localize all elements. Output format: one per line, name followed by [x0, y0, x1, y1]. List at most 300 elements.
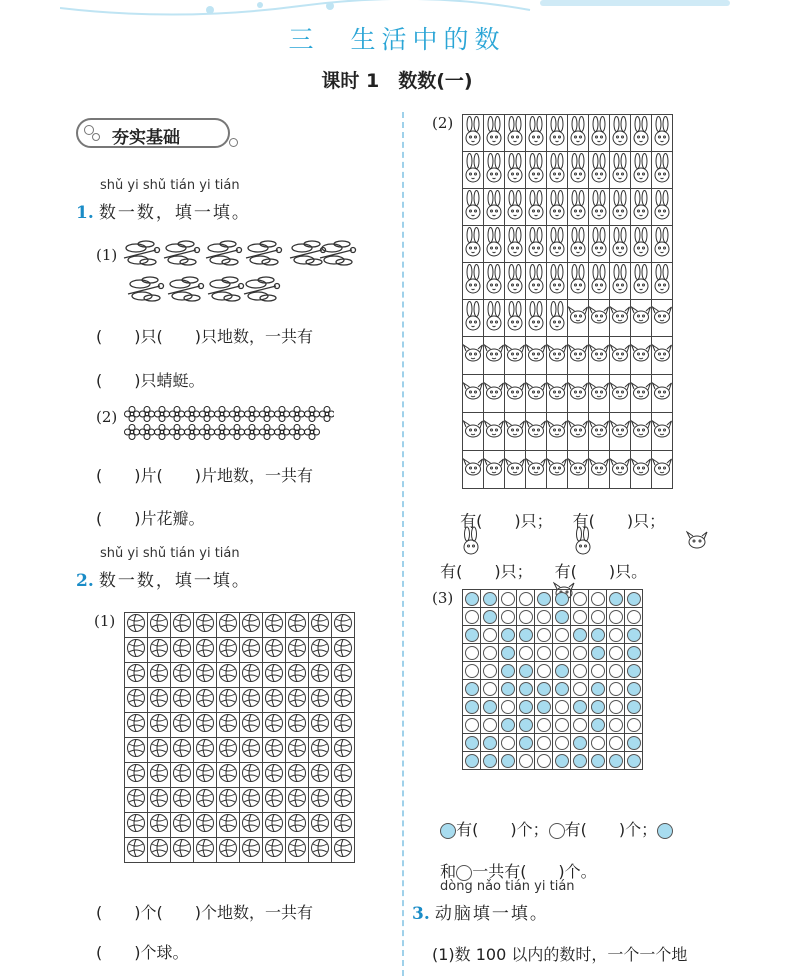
- empty-circle-icon: [555, 646, 569, 660]
- empty-circle-icon: [549, 823, 565, 839]
- q1-p1-line2: ( )只蜻蜓。: [96, 371, 205, 390]
- q2-p2-rabbit-text-b: 有( )只；: [572, 511, 666, 531]
- rabbit-icon: [505, 263, 526, 300]
- q2-pinyin: shǔ yi shǔ tián yi tián: [100, 546, 240, 561]
- dog-icon: [547, 337, 568, 375]
- rabbit-icon: [526, 189, 547, 226]
- dog-icon: [505, 337, 526, 375]
- empty-circle-cell: [535, 626, 553, 644]
- ball-icon: [240, 813, 263, 838]
- empty-circle-cell: [535, 716, 553, 734]
- q3-pinyin: dòng nǎo tián yi tián: [440, 879, 575, 894]
- rabbit-icon: [526, 152, 547, 189]
- empty-circle-icon: [573, 664, 587, 678]
- ball-icon: [332, 838, 355, 863]
- rabbit-icon: [610, 152, 631, 189]
- empty-circle-icon: [519, 646, 533, 660]
- dog-icon: [526, 337, 547, 375]
- filled-circle-icon: [591, 718, 605, 732]
- ball-icon: [194, 813, 217, 838]
- empty-circle-cell: [607, 608, 625, 626]
- ball-icon: [286, 688, 309, 713]
- dog-icon: [568, 337, 589, 375]
- filled-circle-cell: [481, 608, 499, 626]
- filled-circle-cell: [499, 752, 517, 770]
- dog-icon: [463, 375, 484, 413]
- ball-icon: [125, 838, 148, 863]
- dog-icon: [589, 337, 610, 375]
- ball-icon: [286, 813, 309, 838]
- rabbit-icon: [568, 226, 589, 263]
- q2-p1-line2: ( )个球。: [96, 943, 189, 962]
- empty-circle-cell: [571, 680, 589, 698]
- empty-circle-icon: [501, 700, 515, 714]
- filled-circle-icon: [465, 628, 479, 642]
- filled-circle-cell: [481, 590, 499, 608]
- q2-p3-total-text: 一共有( )个。: [472, 862, 597, 881]
- dog-icon: [631, 451, 652, 489]
- column-divider: [402, 112, 404, 976]
- filled-circle-cell: [463, 734, 481, 752]
- filled-circle-icon: [483, 700, 497, 714]
- empty-circle-icon: [519, 610, 533, 624]
- empty-circle-icon: [555, 628, 569, 642]
- dog-icon: [610, 375, 631, 413]
- rabbit-icon: [547, 115, 568, 152]
- decorative-bubbles: [60, 0, 740, 20]
- filled-circle-cell: [589, 716, 607, 734]
- empty-circle-icon: [609, 736, 623, 750]
- empty-circle-icon: [465, 610, 479, 624]
- filled-circle-icon: [483, 592, 497, 606]
- rabbit-icon: [589, 115, 610, 152]
- filled-circle-icon: [483, 754, 497, 768]
- filled-circle-cell: [625, 662, 643, 680]
- filled-circle-cell: [553, 608, 571, 626]
- ball-icon: [240, 638, 263, 663]
- ball-icon: [171, 763, 194, 788]
- filled-circle-icon: [627, 592, 641, 606]
- ball-icon: [171, 638, 194, 663]
- filled-circle-icon: [465, 682, 479, 696]
- ball-icon: [148, 688, 171, 713]
- ball-icon: [125, 763, 148, 788]
- dog-icon: [631, 375, 652, 413]
- filled-circle-icon: [519, 736, 533, 750]
- filled-circle-cell: [607, 590, 625, 608]
- ball-icon: [171, 813, 194, 838]
- q1-header: [76, 198, 251, 223]
- filled-circle-icon: [591, 628, 605, 642]
- ball-icon: [194, 688, 217, 713]
- empty-circle-icon: [501, 592, 515, 606]
- empty-circle-cell: [589, 590, 607, 608]
- filled-circle-icon: [519, 628, 533, 642]
- filled-circle-cell: [553, 752, 571, 770]
- empty-circle-cell: [553, 644, 571, 662]
- empty-circle-cell: [553, 626, 571, 644]
- dog-icon: [505, 451, 526, 489]
- dog-icon: [463, 337, 484, 375]
- empty-circle-icon: [483, 718, 497, 732]
- filled-circle-icon: [573, 736, 587, 750]
- filled-circle-icon: [555, 610, 569, 624]
- q1-p2-line2: ( )片花瓣。: [96, 509, 205, 528]
- rabbit-icon: [652, 152, 673, 189]
- q3-text: 动脑填一填。: [434, 904, 549, 924]
- filled-circle-icon: [555, 664, 569, 678]
- rabbit-icon: [652, 115, 673, 152]
- empty-circle-cell: [517, 590, 535, 608]
- filled-circle-cell: [589, 644, 607, 662]
- ball-icon: [171, 688, 194, 713]
- q1-text: 数一数，填一填。: [98, 203, 251, 223]
- ball-icon: [148, 738, 171, 763]
- ball-icon: [309, 638, 332, 663]
- rabbit-icon: [505, 300, 526, 337]
- empty-circle-cell: [553, 716, 571, 734]
- ball-icon: [286, 838, 309, 863]
- q2-number: 2.: [76, 571, 94, 591]
- ball-icon: [217, 738, 240, 763]
- ball-icon: [309, 713, 332, 738]
- filled-circle-icon: [555, 682, 569, 696]
- dog-icon: [533, 562, 555, 584]
- rabbit-icon: [631, 189, 652, 226]
- empty-circle-cell: [553, 698, 571, 716]
- empty-circle-cell: [589, 734, 607, 752]
- empty-circle-icon: [519, 592, 533, 606]
- filled-circle-icon: [627, 664, 641, 678]
- empty-circle-cell: [607, 698, 625, 716]
- dog-icon: [547, 413, 568, 451]
- empty-circle-icon: [537, 646, 551, 660]
- filled-circle-cell: [517, 662, 535, 680]
- q3-number: 3.: [412, 904, 430, 924]
- filled-circle-icon: [465, 592, 479, 606]
- empty-circle-cell: [571, 644, 589, 662]
- rabbit-icon: [547, 226, 568, 263]
- q2-p2-dog-text-a: 有( )只；: [440, 562, 533, 581]
- empty-circle-cell: [589, 662, 607, 680]
- circle-grid: [462, 589, 643, 770]
- filled-circle-icon: [573, 700, 587, 714]
- filled-circle-icon: [657, 823, 673, 839]
- filled-circle-icon: [465, 700, 479, 714]
- rabbit-icon: [610, 115, 631, 152]
- empty-circle-icon: [555, 700, 569, 714]
- dog-icon: [526, 375, 547, 413]
- filled-circle-cell: [499, 626, 517, 644]
- empty-circle-cell: [499, 608, 517, 626]
- empty-circle-cell: [499, 698, 517, 716]
- ball-icon: [194, 838, 217, 863]
- rabbit-icon: [463, 300, 484, 337]
- ball-icon: [263, 688, 286, 713]
- ball-icon: [286, 788, 309, 813]
- rabbit-icon: [484, 189, 505, 226]
- filled-circle-cell: [463, 590, 481, 608]
- ball-icon: [309, 838, 332, 863]
- ball-icon: [263, 813, 286, 838]
- q2-p1-line1: ( )个( )个地数，一共有: [96, 903, 313, 922]
- rabbit-icon: [652, 263, 673, 300]
- q3-header: [412, 899, 549, 924]
- rabbit-icon: [505, 226, 526, 263]
- rabbit-icon: [589, 189, 610, 226]
- ball-icon: [263, 738, 286, 763]
- filled-circle-icon: [501, 664, 515, 678]
- empty-circle-icon: [537, 736, 551, 750]
- filled-circle-cell: [499, 716, 517, 734]
- dog-icon: [631, 337, 652, 375]
- filled-circle-cell: [571, 752, 589, 770]
- filled-circle-cell: [535, 590, 553, 608]
- q1-p1-line1: ( )只( )只地数，一共有: [96, 327, 313, 346]
- q2-p3-and-text: 和: [440, 862, 457, 881]
- q2-p3-empty-text: 有( )个；: [564, 820, 658, 839]
- empty-circle-icon: [591, 592, 605, 606]
- ball-icon: [217, 813, 240, 838]
- filled-circle-cell: [625, 590, 643, 608]
- empty-circle-icon: [627, 610, 641, 624]
- filled-circle-icon: [537, 592, 551, 606]
- ball-icon: [240, 738, 263, 763]
- empty-circle-cell: [571, 590, 589, 608]
- rabbit-icon: [631, 263, 652, 300]
- ball-grid: [124, 612, 355, 863]
- q2-p2-dog-text-b: 有( )只。: [554, 562, 648, 581]
- filled-circle-icon: [537, 700, 551, 714]
- dog-icon: [631, 300, 652, 337]
- filled-circle-cell: [625, 626, 643, 644]
- ball-icon: [171, 613, 194, 638]
- section-banner: [76, 118, 230, 148]
- empty-circle-icon: [573, 718, 587, 732]
- ball-icon: [148, 713, 171, 738]
- empty-circle-cell: [499, 590, 517, 608]
- rabbit-icon: [589, 226, 610, 263]
- q2-p2-line2: [430, 540, 647, 584]
- ball-icon: [332, 713, 355, 738]
- ball-icon: [125, 738, 148, 763]
- rabbit-icon: [547, 263, 568, 300]
- rabbit-icon: [484, 115, 505, 152]
- q2-p1-label: (1): [94, 612, 116, 630]
- rabbit-icon: [652, 226, 673, 263]
- rabbit-icon: [610, 226, 631, 263]
- filled-circle-icon: [555, 592, 569, 606]
- ball-icon: [286, 638, 309, 663]
- q2-text: 数一数，填一填。: [98, 571, 251, 591]
- ball-icon: [148, 663, 171, 688]
- rabbit-icon: [568, 189, 589, 226]
- dog-icon: [526, 413, 547, 451]
- ball-icon: [194, 613, 217, 638]
- filled-circle-cell: [517, 698, 535, 716]
- empty-circle-icon: [483, 682, 497, 696]
- empty-circle-icon: [591, 664, 605, 678]
- empty-circle-icon: [465, 664, 479, 678]
- dog-icon: [484, 375, 505, 413]
- empty-circle-icon: [537, 664, 551, 678]
- filled-circle-cell: [607, 752, 625, 770]
- q1-pinyin: shǔ yi shǔ tián yi tián: [100, 178, 240, 193]
- rabbit-icon: [631, 226, 652, 263]
- chapter-title: 三 生活中的数: [288, 25, 506, 54]
- filled-circle-cell: [589, 626, 607, 644]
- empty-circle-cell: [481, 626, 499, 644]
- filled-circle-icon: [573, 754, 587, 768]
- dog-icon: [568, 413, 589, 451]
- filled-circle-cell: [535, 698, 553, 716]
- rabbit-icon: [652, 189, 673, 226]
- filled-circle-cell: [463, 752, 481, 770]
- ball-icon: [125, 688, 148, 713]
- empty-circle-icon: [573, 682, 587, 696]
- empty-circle-cell: [499, 734, 517, 752]
- empty-circle-icon: [537, 718, 551, 732]
- filled-circle-icon: [609, 754, 623, 768]
- empty-circle-cell: [517, 608, 535, 626]
- rabbit-icon: [568, 152, 589, 189]
- dog-icon: [547, 451, 568, 489]
- q2-p2-rabbit-text-a: 有( )只；: [460, 511, 553, 531]
- ball-icon: [332, 763, 355, 788]
- filled-circle-cell: [571, 734, 589, 752]
- filled-circle-icon: [609, 592, 623, 606]
- ball-icon: [217, 713, 240, 738]
- dog-icon: [589, 375, 610, 413]
- dog-icon: [652, 413, 673, 451]
- empty-circle-cell: [553, 734, 571, 752]
- filled-circle-cell: [517, 626, 535, 644]
- filled-circle-cell: [553, 590, 571, 608]
- lesson-title: 课时 1 数数(一): [321, 70, 473, 92]
- empty-circle-cell: [607, 626, 625, 644]
- rabbit-icon: [505, 115, 526, 152]
- empty-circle-cell: [517, 752, 535, 770]
- dog-icon: [652, 375, 673, 413]
- filled-circle-icon: [519, 682, 533, 696]
- ball-icon: [309, 688, 332, 713]
- filled-circle-icon: [501, 628, 515, 642]
- empty-circle-icon: [501, 610, 515, 624]
- ball-icon: [332, 663, 355, 688]
- ball-icon: [194, 788, 217, 813]
- ball-icon: [332, 688, 355, 713]
- filled-circle-icon: [627, 628, 641, 642]
- empty-circle-icon: [609, 718, 623, 732]
- empty-circle-icon: [483, 646, 497, 660]
- empty-circle-icon: [555, 718, 569, 732]
- flower-illustration: [124, 406, 334, 444]
- ball-icon: [240, 763, 263, 788]
- ball-icon: [263, 613, 286, 638]
- ball-icon: [148, 838, 171, 863]
- ball-icon: [171, 788, 194, 813]
- filled-circle-icon: [573, 628, 587, 642]
- filled-circle-cell: [553, 680, 571, 698]
- ball-icon: [309, 738, 332, 763]
- filled-circle-cell: [481, 698, 499, 716]
- ball-icon: [217, 838, 240, 863]
- empty-circle-icon: [519, 754, 533, 768]
- rabbit-icon: [526, 300, 547, 337]
- empty-circle-cell: [571, 716, 589, 734]
- filled-circle-icon: [591, 754, 605, 768]
- ball-icon: [263, 638, 286, 663]
- filled-circle-cell: [571, 698, 589, 716]
- q2-p3-filled-text: 有( )个；: [456, 820, 549, 839]
- ball-icon: [217, 788, 240, 813]
- empty-circle-cell: [463, 716, 481, 734]
- rabbit-icon: [589, 152, 610, 189]
- ball-icon: [263, 763, 286, 788]
- dog-icon: [568, 451, 589, 489]
- empty-circle-cell: [481, 662, 499, 680]
- dog-icon: [568, 375, 589, 413]
- filled-circle-icon: [627, 700, 641, 714]
- ball-icon: [309, 663, 332, 688]
- ball-icon: [332, 813, 355, 838]
- rabbit-icon: [463, 189, 484, 226]
- filled-circle-icon: [591, 682, 605, 696]
- filled-circle-cell: [481, 752, 499, 770]
- empty-circle-icon: [573, 646, 587, 660]
- filled-circle-icon: [627, 682, 641, 696]
- ball-icon: [263, 838, 286, 863]
- empty-circle-cell: [517, 644, 535, 662]
- q1-p2-label: (2): [96, 408, 118, 426]
- empty-circle-cell: [571, 662, 589, 680]
- empty-circle-cell: [607, 716, 625, 734]
- dog-icon: [484, 337, 505, 375]
- q1-number: 1.: [76, 203, 94, 223]
- filled-circle-cell: [625, 680, 643, 698]
- empty-circle-icon: [609, 700, 623, 714]
- ball-icon: [286, 613, 309, 638]
- ball-icon: [263, 663, 286, 688]
- empty-circle-icon: [609, 628, 623, 642]
- dog-icon: [484, 451, 505, 489]
- dog-icon: [589, 451, 610, 489]
- ball-icon: [332, 788, 355, 813]
- empty-circle-cell: [607, 662, 625, 680]
- empty-circle-icon: [537, 754, 551, 768]
- ball-icon: [240, 688, 263, 713]
- ball-icon: [217, 763, 240, 788]
- rabbit-icon: [484, 152, 505, 189]
- ball-icon: [125, 713, 148, 738]
- dog-icon: [568, 300, 589, 337]
- dog-icon: [652, 300, 673, 337]
- rabbit-icon: [631, 152, 652, 189]
- filled-circle-icon: [537, 682, 551, 696]
- filled-circle-cell: [463, 698, 481, 716]
- empty-circle-cell: [463, 662, 481, 680]
- empty-circle-cell: [481, 644, 499, 662]
- empty-circle-icon: [537, 610, 551, 624]
- ball-icon: [332, 638, 355, 663]
- empty-circle-icon: [591, 610, 605, 624]
- rabbit-icon: [463, 115, 484, 152]
- ball-icon: [125, 613, 148, 638]
- ball-icon: [240, 663, 263, 688]
- dog-icon: [463, 451, 484, 489]
- filled-circle-icon: [627, 754, 641, 768]
- empty-circle-cell: [535, 608, 553, 626]
